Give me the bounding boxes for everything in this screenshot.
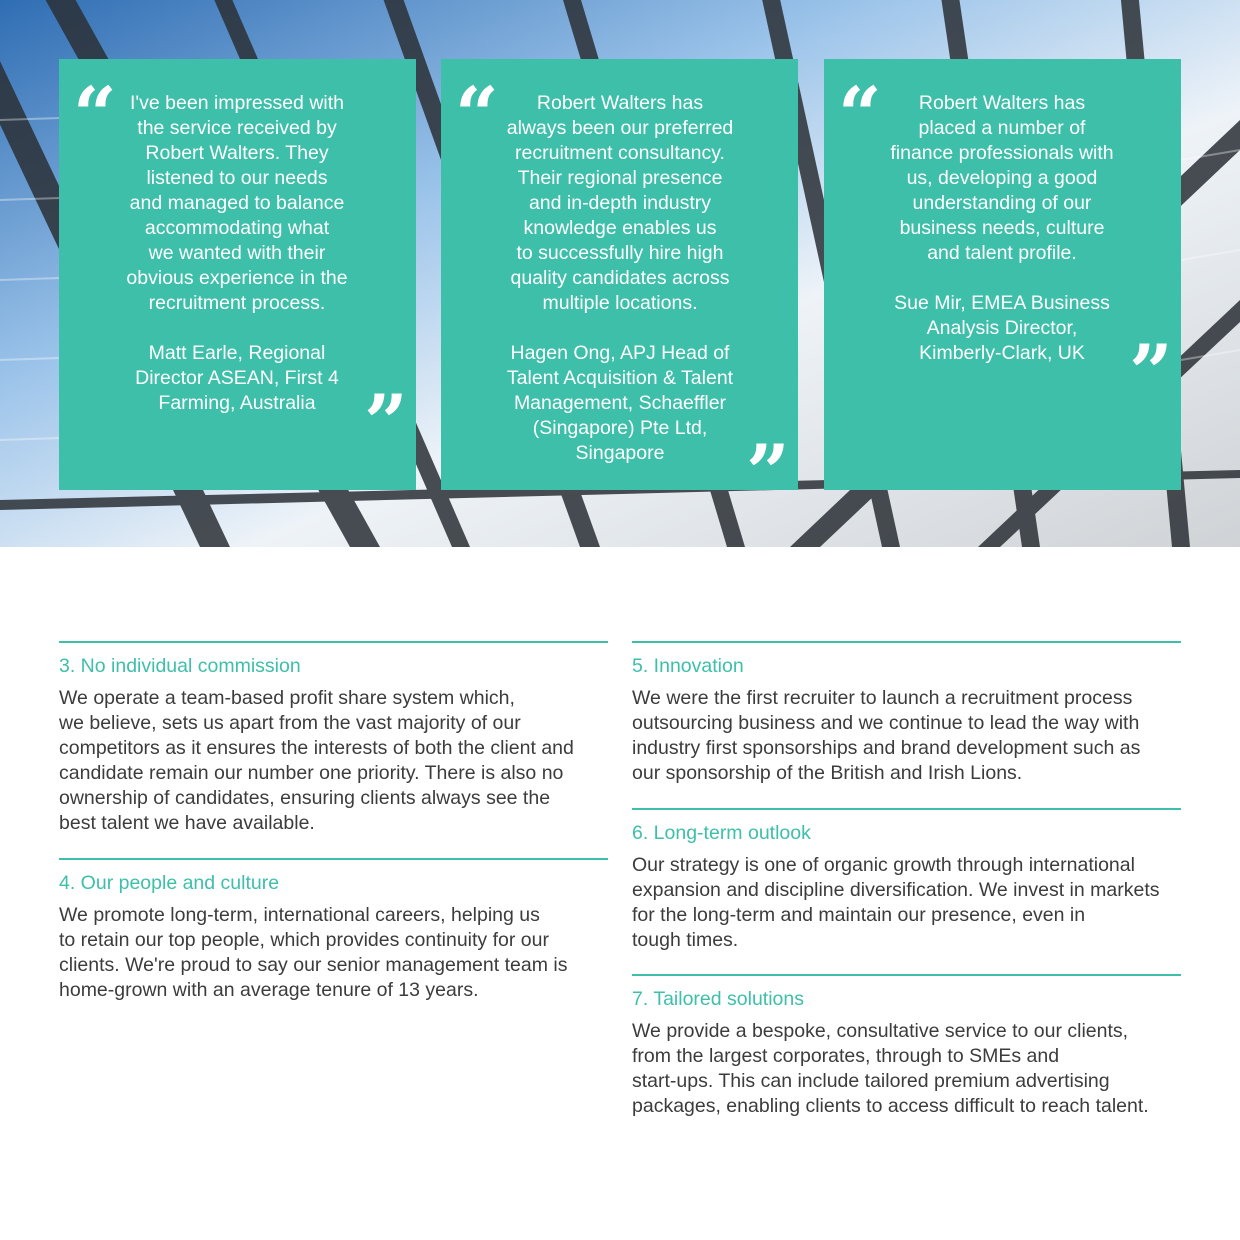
section-body: We promote long-term, international careers, helping us to retain our top people, which provides continuity for our clients. We're proud to say our senior management team is home-grown with an average tenure of 13 years. <box>59 904 568 1001</box>
testimonial-card <box>824 59 1181 490</box>
testimonial-author: Hagen Ong, APJ Head of Talent Acquisition & Talent Management, Schaeffler (Singapore) Pte Ltd, Singapore <box>506 342 734 464</box>
section-body: Our strategy is one of organic growth through international expansion and discipline diversification. We invest in markets for the long-term and maintain our presence, even in tough times. <box>632 854 1160 951</box>
testimonial-quote: I've been impressed with the service received by Robert Walters. They listened to our needs and managed to balance accommodating what we wanted with their obvious experience in the recruitment process. <box>126 92 348 314</box>
section-tailored-solutions <box>632 974 1181 1119</box>
open-quote-icon: “ <box>838 70 882 159</box>
section-long-term-outlook <box>632 808 1181 953</box>
testimonial-author: Sue Mir, EMEA Business Analysis Director, Kimberly-Clark, UK <box>894 292 1110 364</box>
section-innovation <box>632 641 1181 786</box>
close-quote-icon: ” <box>364 378 408 467</box>
open-quote-icon: “ <box>73 70 117 159</box>
section-no-individual-commission <box>59 641 608 836</box>
close-quote-icon: ” <box>1129 328 1173 417</box>
section-people-culture <box>59 858 608 1003</box>
close-quote-icon: ” <box>746 428 790 517</box>
section-heading: 6. Long-term outlook <box>632 822 811 844</box>
testimonial-quote: Robert Walters has always been our preferred recruitment consultancy. Their regional presence and in-depth industry knowledge enables us to successfully hire high quality candidates across multiple locations. <box>506 92 734 314</box>
testimonial-author: Matt Earle, Regional Director ASEAN, First 4 Farming, Australia <box>135 342 339 414</box>
hero-banner <box>0 0 1240 547</box>
section-body: We provide a bespoke, consultative service to our clients, from the largest corporates, through to SMEs and start-ups. This can include tailored premium advertising packages, enabling clients to access difficult to reach talent. <box>632 1020 1149 1117</box>
section-heading: 5. Innovation <box>632 655 744 677</box>
section-heading: 7. Tailored solutions <box>632 988 804 1010</box>
testimonial-quote: Robert Walters has placed a number of finance professionals with us, developing a good understanding of our business needs, culture and talent profile. <box>890 92 1114 264</box>
section-heading: 4. Our people and culture <box>59 872 280 894</box>
testimonial-card <box>59 59 416 490</box>
section-body: We were the first recruiter to launch a recruitment process outsourcing business and we continue to lead the way with industry first sponsorships and brand development such as our sponsorship of the British and Irish Lions. <box>632 687 1141 784</box>
section-heading: 3. No individual commission <box>59 655 301 677</box>
testimonial-card <box>441 59 798 517</box>
open-quote-icon: “ <box>455 70 499 159</box>
section-body: We operate a team-based profit share system which, we believe, sets us apart from the vast majority of our competitors as it ensures the interests of both the client and candidate remain our number one priority. There is also no ownership of candidates, ensuring clients always see the best talent we have available. <box>59 687 574 834</box>
